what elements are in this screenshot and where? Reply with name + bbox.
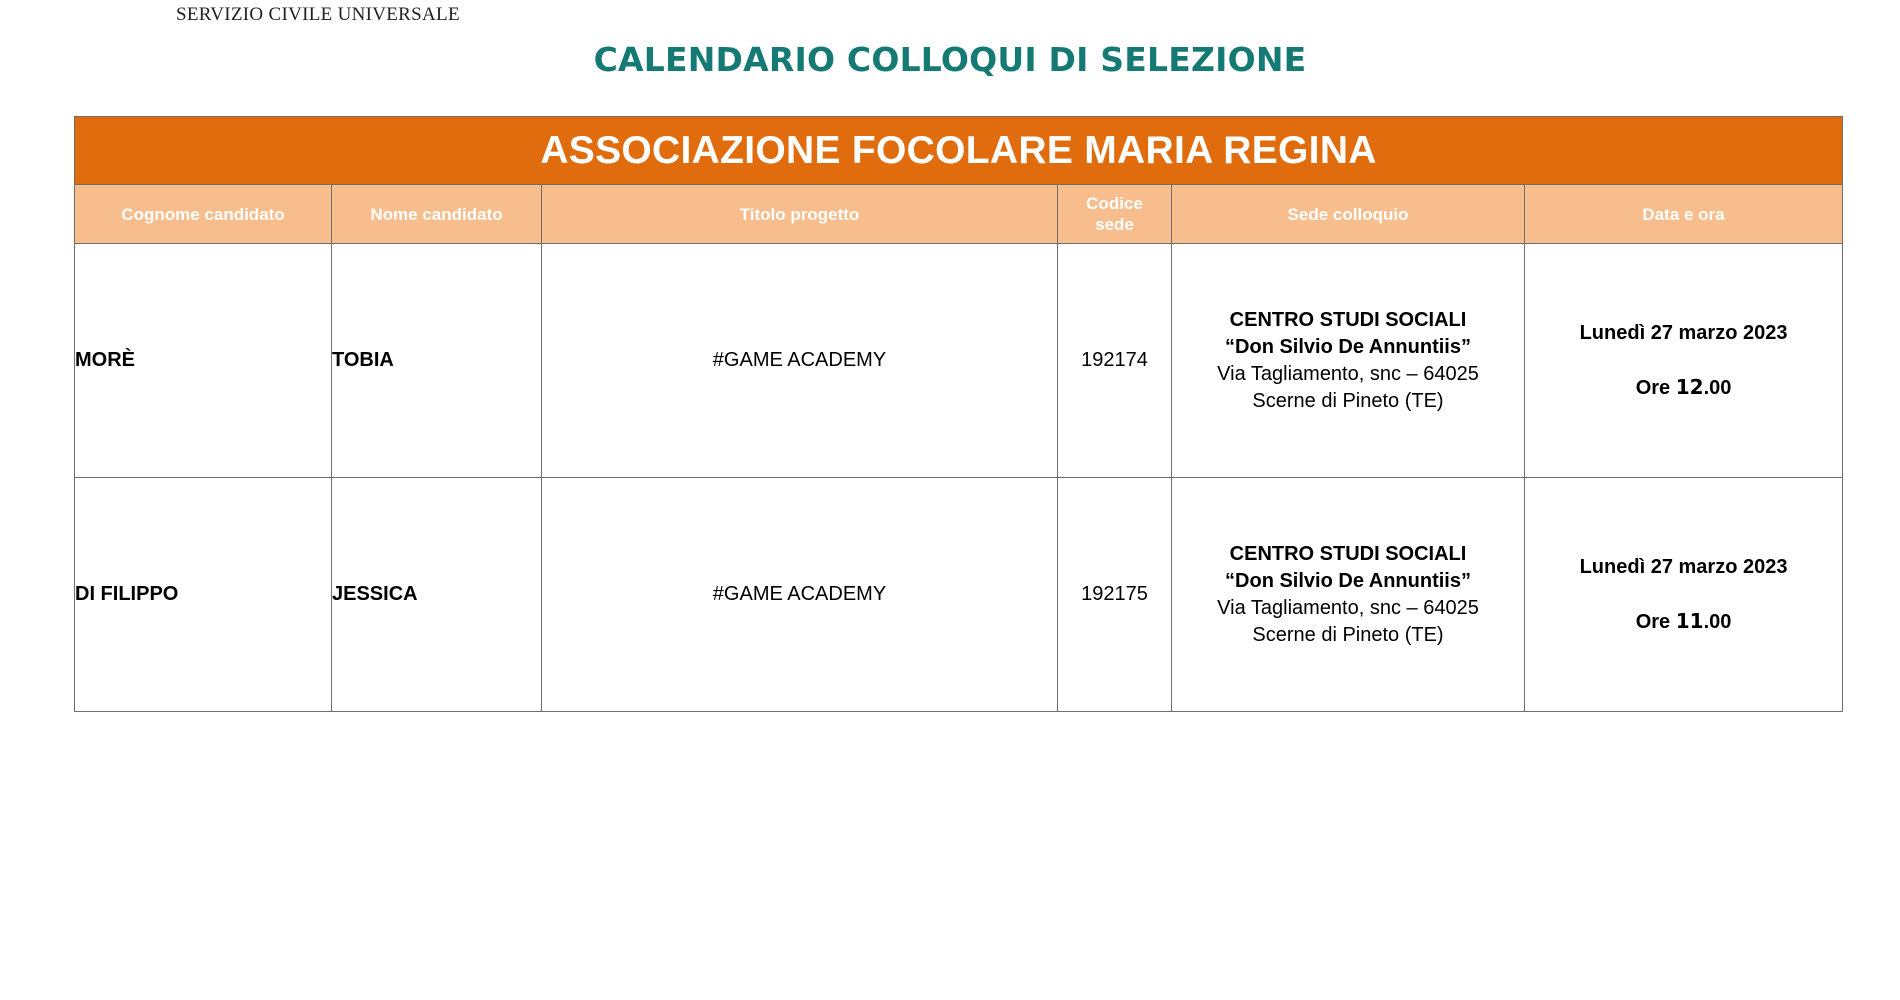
organization-name: ASSOCIAZIONE FOCOLARE MARIA REGINA xyxy=(75,117,1843,185)
service-header: SERVIZIO CIVILE UNIVERSALE xyxy=(176,4,460,25)
page-title: CALENDARIO COLLOQUI DI SELEZIONE xyxy=(593,40,1307,79)
venue-name: CENTRO STUDI SOCIALI xyxy=(1229,308,1467,331)
table-row xyxy=(75,478,1843,712)
time-minutes: .00 xyxy=(1703,376,1732,399)
site-code: 192174 xyxy=(1058,244,1172,478)
table-row xyxy=(75,244,1843,478)
interview-datetime xyxy=(1525,478,1843,712)
candidate-surname: MORÈ xyxy=(75,244,332,478)
column-header-project: Titolo progetto xyxy=(542,185,1058,244)
candidate-first-name: TOBIA xyxy=(332,244,542,478)
column-header-surname: Cognome candidato xyxy=(75,185,332,244)
interview-time xyxy=(1525,375,1842,400)
column-header-datetime: Data e ora xyxy=(1525,185,1843,244)
venue-address: Via Tagliamento, snc – 64025 xyxy=(1217,362,1479,385)
time-prefix: Ore xyxy=(1635,376,1676,399)
interview-datetime xyxy=(1525,244,1843,478)
interview-schedule-table xyxy=(74,116,1843,712)
venue-name: CENTRO STUDI SOCIALI xyxy=(1229,542,1467,565)
project-title: #GAME ACADEMY xyxy=(542,478,1058,712)
site-code: 192175 xyxy=(1058,478,1172,712)
time-minutes: .00 xyxy=(1703,610,1732,633)
interview-venue xyxy=(1172,478,1525,712)
column-header-first-name: Nome candidato xyxy=(332,185,542,244)
column-header-venue: Sede colloquio xyxy=(1172,185,1525,244)
time-hour: 12 xyxy=(1675,374,1704,399)
column-header-row xyxy=(75,185,1843,244)
time-prefix: Ore xyxy=(1635,610,1676,633)
organization-row xyxy=(75,117,1843,185)
column-header-code-line1: Codice xyxy=(1086,194,1143,213)
interview-venue xyxy=(1172,244,1525,478)
project-title: #GAME ACADEMY xyxy=(542,244,1058,478)
venue-city: Scerne di Pineto (TE) xyxy=(1252,623,1444,646)
column-header-code xyxy=(1058,185,1172,244)
column-header-code-line2: sede xyxy=(1095,215,1134,234)
interview-time xyxy=(1525,609,1842,634)
candidate-first-name: JESSICA xyxy=(332,478,542,712)
venue-subname: “Don Silvio De Annuntiis” xyxy=(1225,335,1471,358)
venue-city: Scerne di Pineto (TE) xyxy=(1252,389,1444,412)
time-hour: 11 xyxy=(1675,608,1704,633)
candidate-surname: DI FILIPPO xyxy=(75,478,332,712)
venue-subname: “Don Silvio De Annuntiis” xyxy=(1225,569,1471,592)
interview-date: Lunedì 27 marzo 2023 xyxy=(1579,321,1788,344)
venue-address: Via Tagliamento, snc – 64025 xyxy=(1217,596,1479,619)
interview-date: Lunedì 27 marzo 2023 xyxy=(1579,555,1788,578)
